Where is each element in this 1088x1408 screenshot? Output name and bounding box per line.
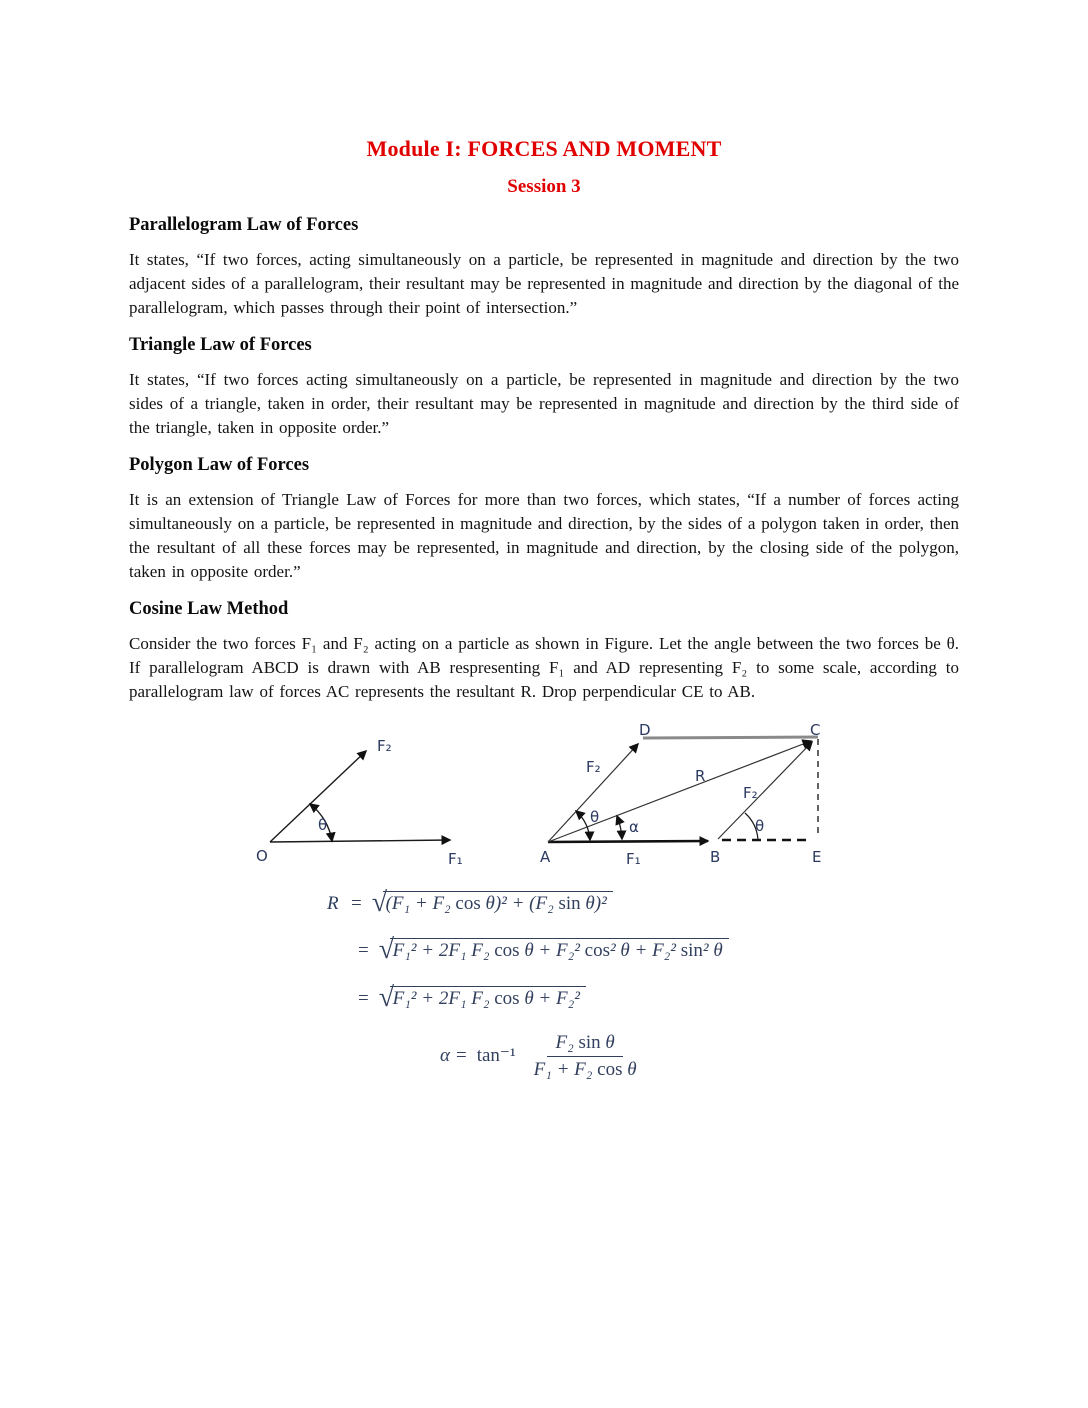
paragraph-cosine-law: Consider the two forces F₁ and F₂ acting on a particle as shown in Figure. Let the angle between the two forces be θ. If parallelogram ABCD is drawn with AB respresenting F₁ and AD representing F₂ to some scale, according to parallelogram law of forces AC represents the resultant R. Drop perpendicular CE to AB. (129, 634, 959, 701)
heading-triangle-law: Triangle Law of Forces (129, 335, 312, 355)
label-theta-left: θ (318, 816, 328, 834)
paragraph-parallelogram-law: It states, “If two forces, acting simultaneously on a particle, be represented in magnitude and direction by the two adjacent sides of a parallelogram, their resultant may be represented in magnitude and direction by the diagonal of the parallelogram, which passes through their point of intersection.” (129, 250, 959, 317)
right-diagram (540, 721, 821, 868)
paragraph-triangle-law: It states, “If two forces acting simultaneously on a particle, be represented in magnitude and direction by the two sides of a triangle, taken in order, their resultant may be represented in magnitude and direction by the third side of the triangle, taken in opposite order.” (129, 370, 959, 437)
eq1-radicand: (F₁ + F₂ cos θ)² + (F₂ sin θ)² (383, 891, 613, 917)
label-F2-BC: F₂ (743, 784, 758, 802)
label-E: E (812, 848, 822, 866)
content-column (129, 0, 959, 1081)
eq1-equals: = (351, 893, 362, 914)
paragraph-polygon-law: It is an extension of Triangle Law of Forces for more than two forces, which states, “If a number of forces acting simultaneously on a particle, be represented in magnitude and direction, by the sides of a polygon taken in order, then the resultant of all these forces may be represented, in magnitude and direction, by the closing side of the polygon, taken in opposite order.” (129, 490, 959, 581)
label-F1-left: F₁ (448, 850, 463, 868)
label-alpha: α (629, 818, 639, 836)
eq2-radicand: F₁² + 2F₁ F₂ cos θ + F₂² cos² θ + F₂² sin² θ (390, 938, 729, 964)
label-F2-AD: F₂ (586, 758, 601, 776)
label-theta-B: θ (755, 817, 765, 835)
heading-polygon-law: Polygon Law of Forces (129, 455, 310, 475)
equation-R-line1 (327, 887, 959, 919)
eq2-equals: = (358, 940, 369, 961)
label-R: R (695, 767, 706, 785)
eq3-equals: = (358, 988, 369, 1009)
forces-figure (129, 710, 959, 872)
heading-cosine-law: Cosine Law Method (129, 599, 289, 619)
eq4-equals: = (455, 1044, 467, 1066)
eq4-denominator: F₁ + F₂ cos θ (533, 1059, 637, 1080)
label-B: B (710, 848, 721, 866)
left-diagram (256, 737, 463, 868)
eq4-fraction (526, 1032, 645, 1081)
eq1-lhs: R (327, 893, 339, 914)
heading-parallelogram-law: Parallelogram Law of Forces (129, 215, 359, 235)
label-F1-right: F₁ (626, 850, 641, 868)
label-O: O (256, 847, 268, 865)
label-D: D (639, 721, 651, 739)
label-C: C (810, 721, 821, 739)
equations-block (129, 887, 959, 1081)
eq4-lhs: α (440, 1044, 450, 1066)
label-A: A (540, 848, 551, 866)
eq4-arctan: tan⁻¹ (476, 1044, 516, 1066)
equation-R-line3 (352, 982, 959, 1014)
alpha-arc-A (617, 816, 622, 839)
radical-sign: √ (378, 982, 395, 1013)
eq4-numerator: F₂ sin θ (547, 1032, 622, 1057)
radical-sign: √ (378, 934, 395, 965)
radical-sign: √ (371, 887, 388, 918)
session-subtitle: Session 3 (507, 176, 581, 197)
vector-diagram-svg (240, 710, 900, 870)
page-title: Module I: FORCES AND MOMENT (366, 136, 722, 161)
label-theta-A: θ (590, 808, 600, 826)
eq3-radicand: F₁² + 2F₁ F₂ cos θ + F₂² (390, 986, 586, 1012)
label-F2-left: F₂ (377, 737, 392, 755)
theta-arc-A (576, 811, 590, 840)
equation-R-line2 (352, 934, 959, 966)
equation-alpha (440, 1032, 959, 1081)
